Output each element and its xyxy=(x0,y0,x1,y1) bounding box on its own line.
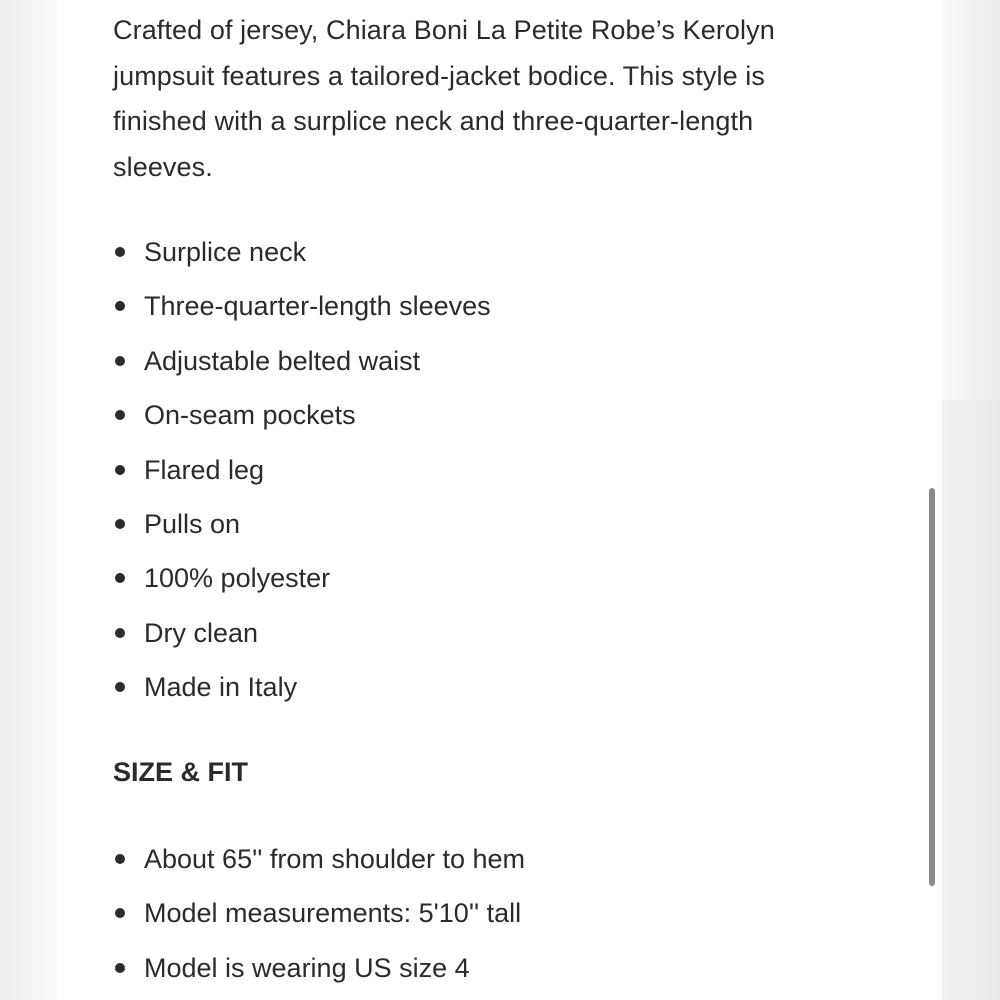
size-fit-text: Model measurements: 5'10'' tall xyxy=(144,898,522,929)
list-item xyxy=(113,551,491,605)
list-item xyxy=(113,388,491,442)
feature-text: 100% polyester xyxy=(144,563,331,594)
size-fit-heading: SIZE & FIT xyxy=(113,757,248,787)
list-item xyxy=(113,941,525,995)
feature-text: Adjustable belted waist xyxy=(144,345,421,376)
bullet-icon xyxy=(115,465,125,475)
bullet-icon xyxy=(115,573,125,583)
list-item xyxy=(113,497,491,551)
feature-text: Dry clean xyxy=(144,617,259,648)
bullet-icon xyxy=(115,301,125,311)
size-fit-text: About 65'' from shoulder to hem xyxy=(144,844,526,874)
list-item xyxy=(113,279,491,333)
list-item xyxy=(113,443,491,497)
bullet-icon xyxy=(115,519,125,529)
product-description-text: Crafted of jersey, Chiara Boni La Petite Robe’s Kerolyn jumpsuit features a tailored-jacket bodice. This style is finished with a surplice neck and three-quarter-length sleeves. xyxy=(113,15,775,182)
size-fit-text: Model is wearing US size 4 xyxy=(144,952,470,983)
right-margin-lower xyxy=(942,400,1000,1000)
list-item xyxy=(113,225,491,279)
product-description-panel xyxy=(58,0,942,1000)
bullet-icon xyxy=(115,963,125,973)
bullet-icon xyxy=(115,247,125,257)
list-item xyxy=(113,832,525,886)
scrollbar-thumb[interactable] xyxy=(929,488,935,886)
list-item xyxy=(113,606,491,660)
list-item xyxy=(113,660,491,714)
bullet-icon xyxy=(115,682,125,692)
bullet-icon xyxy=(115,908,125,918)
feature-list xyxy=(113,225,491,715)
feature-text: Pulls on xyxy=(144,508,241,539)
list-item xyxy=(113,886,525,940)
feature-text: Surplice neck xyxy=(144,237,307,267)
size-fit-list xyxy=(113,832,525,995)
bullet-icon xyxy=(115,628,125,638)
feature-text: Made in Italy xyxy=(144,672,298,703)
feature-text: Flared leg xyxy=(144,454,265,485)
bullet-icon xyxy=(115,356,125,366)
bullet-icon xyxy=(115,854,125,864)
feature-text: On-seam pockets xyxy=(144,400,356,431)
feature-text: Three-quarter-length sleeves xyxy=(144,291,491,322)
list-item xyxy=(113,334,491,388)
bullet-icon xyxy=(115,410,125,420)
